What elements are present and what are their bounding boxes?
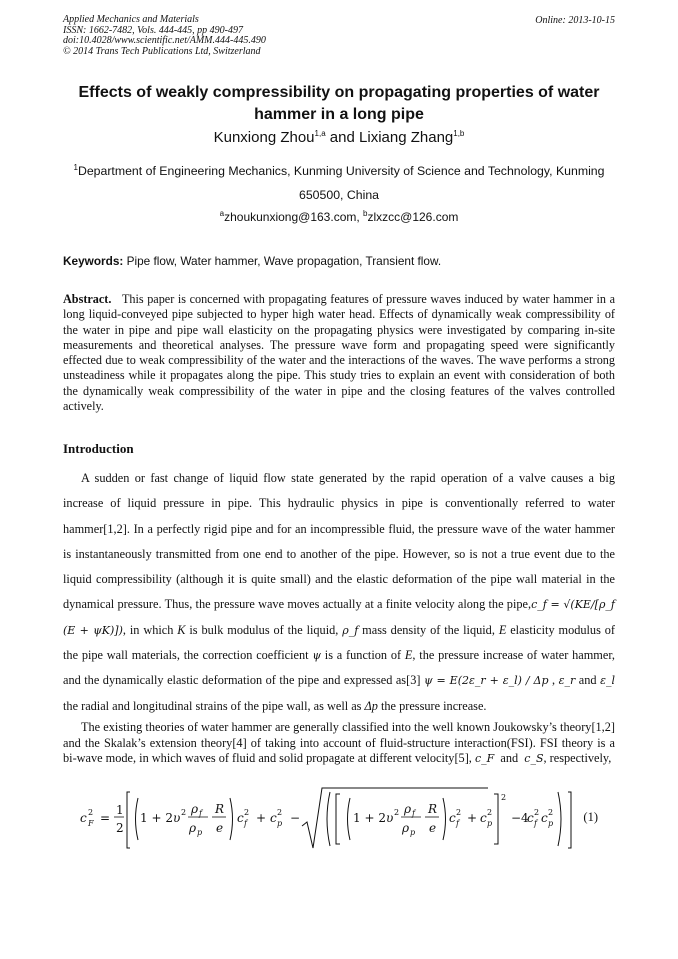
wave-speed-formula: c_f = √(KE/[ρ_f (E + ψK)]): [63, 598, 615, 637]
svg-text:2: 2: [534, 808, 540, 817]
keywords-label: Keywords:: [63, 254, 124, 268]
svg-text:e: e: [216, 821, 224, 835]
svg-text:p: p: [548, 819, 554, 828]
intro-text: and: [494, 751, 525, 765]
svg-text:2: 2: [88, 808, 94, 817]
intro-text: A sudden or fast change of liquid flow state generated by the rapid operation of a valve causes a big increase of liquid pressure in pipe. This hydraulic physics in pipe is conventionally referred to water hammer[1,2]. In a perfectly rigid pipe and for an incompressible fluid, the pressure wave of the water hammer is instantaneously transmitted from one end to another of the pipe. However, so is not a true event due to the liquid compressibility (although it is quite small) and the elastic deformation of the pipe wall material in the dynamical pressure. Thus, the pressure wave moves actually at a finite velocity along the pipe,: [63, 471, 615, 612]
intro-text: the pressure increase.: [377, 698, 487, 713]
symbol-eps-l: ε_l: [600, 674, 615, 688]
svg-text:e: e: [429, 821, 437, 835]
email-a-sup: a: [219, 209, 225, 218]
intro-text: is a function of: [320, 648, 405, 663]
svg-text:f: f: [534, 819, 537, 828]
svg-text:c: c: [237, 811, 244, 825]
svg-text:2: 2: [501, 793, 507, 802]
intro-paragraph-1: [63, 466, 615, 719]
intro-text: is bulk modulus of the liquid,: [185, 622, 343, 637]
abstract-label: Abstract.: [63, 292, 112, 306]
author-1: Kunxiong Zhou: [213, 129, 315, 146]
intro-text: elasticity modulus of the pipe wall materials, the correction coefficient: [63, 622, 616, 663]
intro-text: ,: [548, 673, 559, 688]
svg-text:c: c: [270, 811, 277, 825]
svg-text:p: p: [277, 819, 283, 828]
svg-text:c: c: [449, 811, 456, 825]
affiliation-sup: 1: [73, 162, 78, 172]
svg-text:ρ: ρ: [402, 821, 410, 835]
svg-text:ρ: ρ: [189, 821, 197, 835]
svg-text:2: 2: [548, 808, 554, 817]
svg-text:ρ: ρ: [404, 802, 412, 816]
svg-text:+: +: [467, 811, 478, 825]
svg-text:2: 2: [181, 808, 187, 817]
svg-text:R: R: [215, 802, 225, 816]
author-2-sup: 1,b: [453, 129, 465, 138]
journal-name: Applied Mechanics and Materials: [63, 14, 199, 25]
copyright-line: © 2014 Trans Tech Publications Ltd, Switzerland: [63, 45, 261, 57]
intro-text: and: [575, 673, 601, 688]
intro-text: , the pressure increase of water hammer, and the dynamically elastic deformation of the pipe and expressed as[3]: [63, 648, 615, 688]
symbol-cF: c_F: [474, 752, 495, 765]
svg-text:f: f: [199, 809, 202, 818]
title-line-2: hammer in a long pipe: [254, 106, 424, 123]
issn-line: ISSN: 1662-7482, Vols. 444-445, pp 490-497: [63, 24, 243, 36]
svg-text:1 + 2: 1 + 2: [353, 811, 386, 825]
svg-text:1 + 2: 1 + 2: [140, 811, 173, 825]
keywords: [63, 254, 615, 268]
svg-text:c: c: [541, 811, 548, 825]
svg-text:2: 2: [116, 821, 124, 835]
svg-text:υ: υ: [173, 811, 181, 825]
symbol-E: E: [498, 622, 507, 637]
svg-text:1: 1: [116, 803, 124, 817]
symbol-E: E: [404, 648, 413, 663]
symbol-eps-r: ε_r: [558, 674, 576, 688]
svg-text:f: f: [244, 819, 247, 828]
svg-text:+: +: [256, 811, 267, 825]
symbol-psi: ψ: [312, 649, 321, 663]
affiliation: [60, 159, 618, 207]
svg-text:−4: −4: [511, 811, 529, 825]
intro-text: The existing theories of water hammer are generally classified into the well known Joukowsky’s theory[1,2] and the Skalak’s extension theory[4] of taking into account of fluid-structure interaction(FSI). FSI theory is a bi-wave mode, in which waves of fluid and solid propagate at different velocity[5],: [63, 720, 615, 765]
email-b-sup: b: [363, 209, 368, 218]
email-a: zhoukunxiong@163.com,: [224, 210, 364, 224]
svg-text:2: 2: [487, 808, 493, 817]
svg-text:F: F: [88, 819, 94, 828]
email-b: zlxzcc@126.com: [367, 210, 459, 224]
author-emails: [60, 210, 618, 224]
author-2: Lixiang Zhang: [359, 129, 454, 146]
svg-text:c: c: [480, 811, 487, 825]
symbol-cS: c_S: [524, 752, 544, 765]
svg-text:2: 2: [277, 808, 283, 817]
svg-text:=: =: [100, 811, 111, 825]
svg-text:p: p: [410, 828, 416, 837]
svg-text:ρ: ρ: [191, 802, 199, 816]
svg-text:−: −: [290, 811, 301, 825]
intro-text: , respectively,: [543, 751, 612, 765]
doi-line: doi:10.4028/www.scientific.net/AMM.444-445.490: [63, 35, 266, 46]
title-line-1: Effects of weakly compressibility on propagating properties of water: [78, 84, 600, 101]
keywords-text: Pipe flow, Water hammer, Wave propagation, Transient flow.: [123, 254, 442, 268]
author-and: and: [325, 129, 360, 146]
section-heading-introduction: Introduction: [63, 441, 134, 456]
paper-title: [60, 82, 618, 126]
online-date: Online: 2013-10-15: [535, 15, 615, 26]
svg-text:f: f: [456, 819, 459, 828]
intro-text: , in which: [122, 622, 178, 637]
equation-1: [78, 786, 598, 852]
svg-text:p: p: [197, 828, 203, 837]
author-list: [60, 129, 618, 146]
intro-text: the radial and longitudinal strains of the pipe wall, as well as: [63, 698, 365, 713]
svg-text:2: 2: [394, 808, 400, 817]
abstract-text: This paper is concerned with propagating features of pressure waves induced by water hammer in a long liquid-conveyed pipe subjected to hyper high water head. Effects of dynamically weak compressibility of the water in pipe and pipe wall elasticity on the propagating physics were investigated by comparing in-site measurements and theoretical analyses. The pressure wave form and propagating speed were significantly effected due to weak compressibility of the water and the interactions of the waves. The wave performs a strong unsteadiness while it propagates along the pipe. This study tries to explain an event with consideration of both the dynamically weak compressibility of the water in pipe and the closing features of the valves controlled actively.: [63, 292, 619, 414]
intro-paragraph-2: [63, 720, 615, 767]
equation-number: (1): [583, 810, 598, 824]
abstract: [63, 292, 619, 414]
journal-header: [63, 15, 266, 57]
svg-text:υ: υ: [386, 811, 394, 825]
svg-text:c: c: [80, 811, 87, 825]
svg-text:c: c: [527, 811, 534, 825]
svg-text:2: 2: [456, 808, 462, 817]
intro-text: mass density of the liquid,: [358, 622, 499, 637]
symbol-rho-f: ρ_f: [342, 623, 359, 637]
affiliation-line-2: 650500, China: [299, 188, 379, 202]
psi-formula: ψ = E(2ε_r + ε_l) / Δp: [423, 674, 549, 688]
svg-text:f: f: [412, 809, 415, 818]
affiliation-line-1: Department of Engineering Mechanics, Kunming University of Science and Technology, Kunming: [77, 164, 605, 178]
symbol-delta-p: Δp: [364, 698, 378, 713]
svg-text:R: R: [428, 802, 438, 816]
author-1-sup: 1,a: [314, 129, 326, 138]
svg-text:p: p: [487, 819, 493, 828]
symbol-K: K: [177, 622, 186, 637]
svg-text:2: 2: [244, 808, 250, 817]
